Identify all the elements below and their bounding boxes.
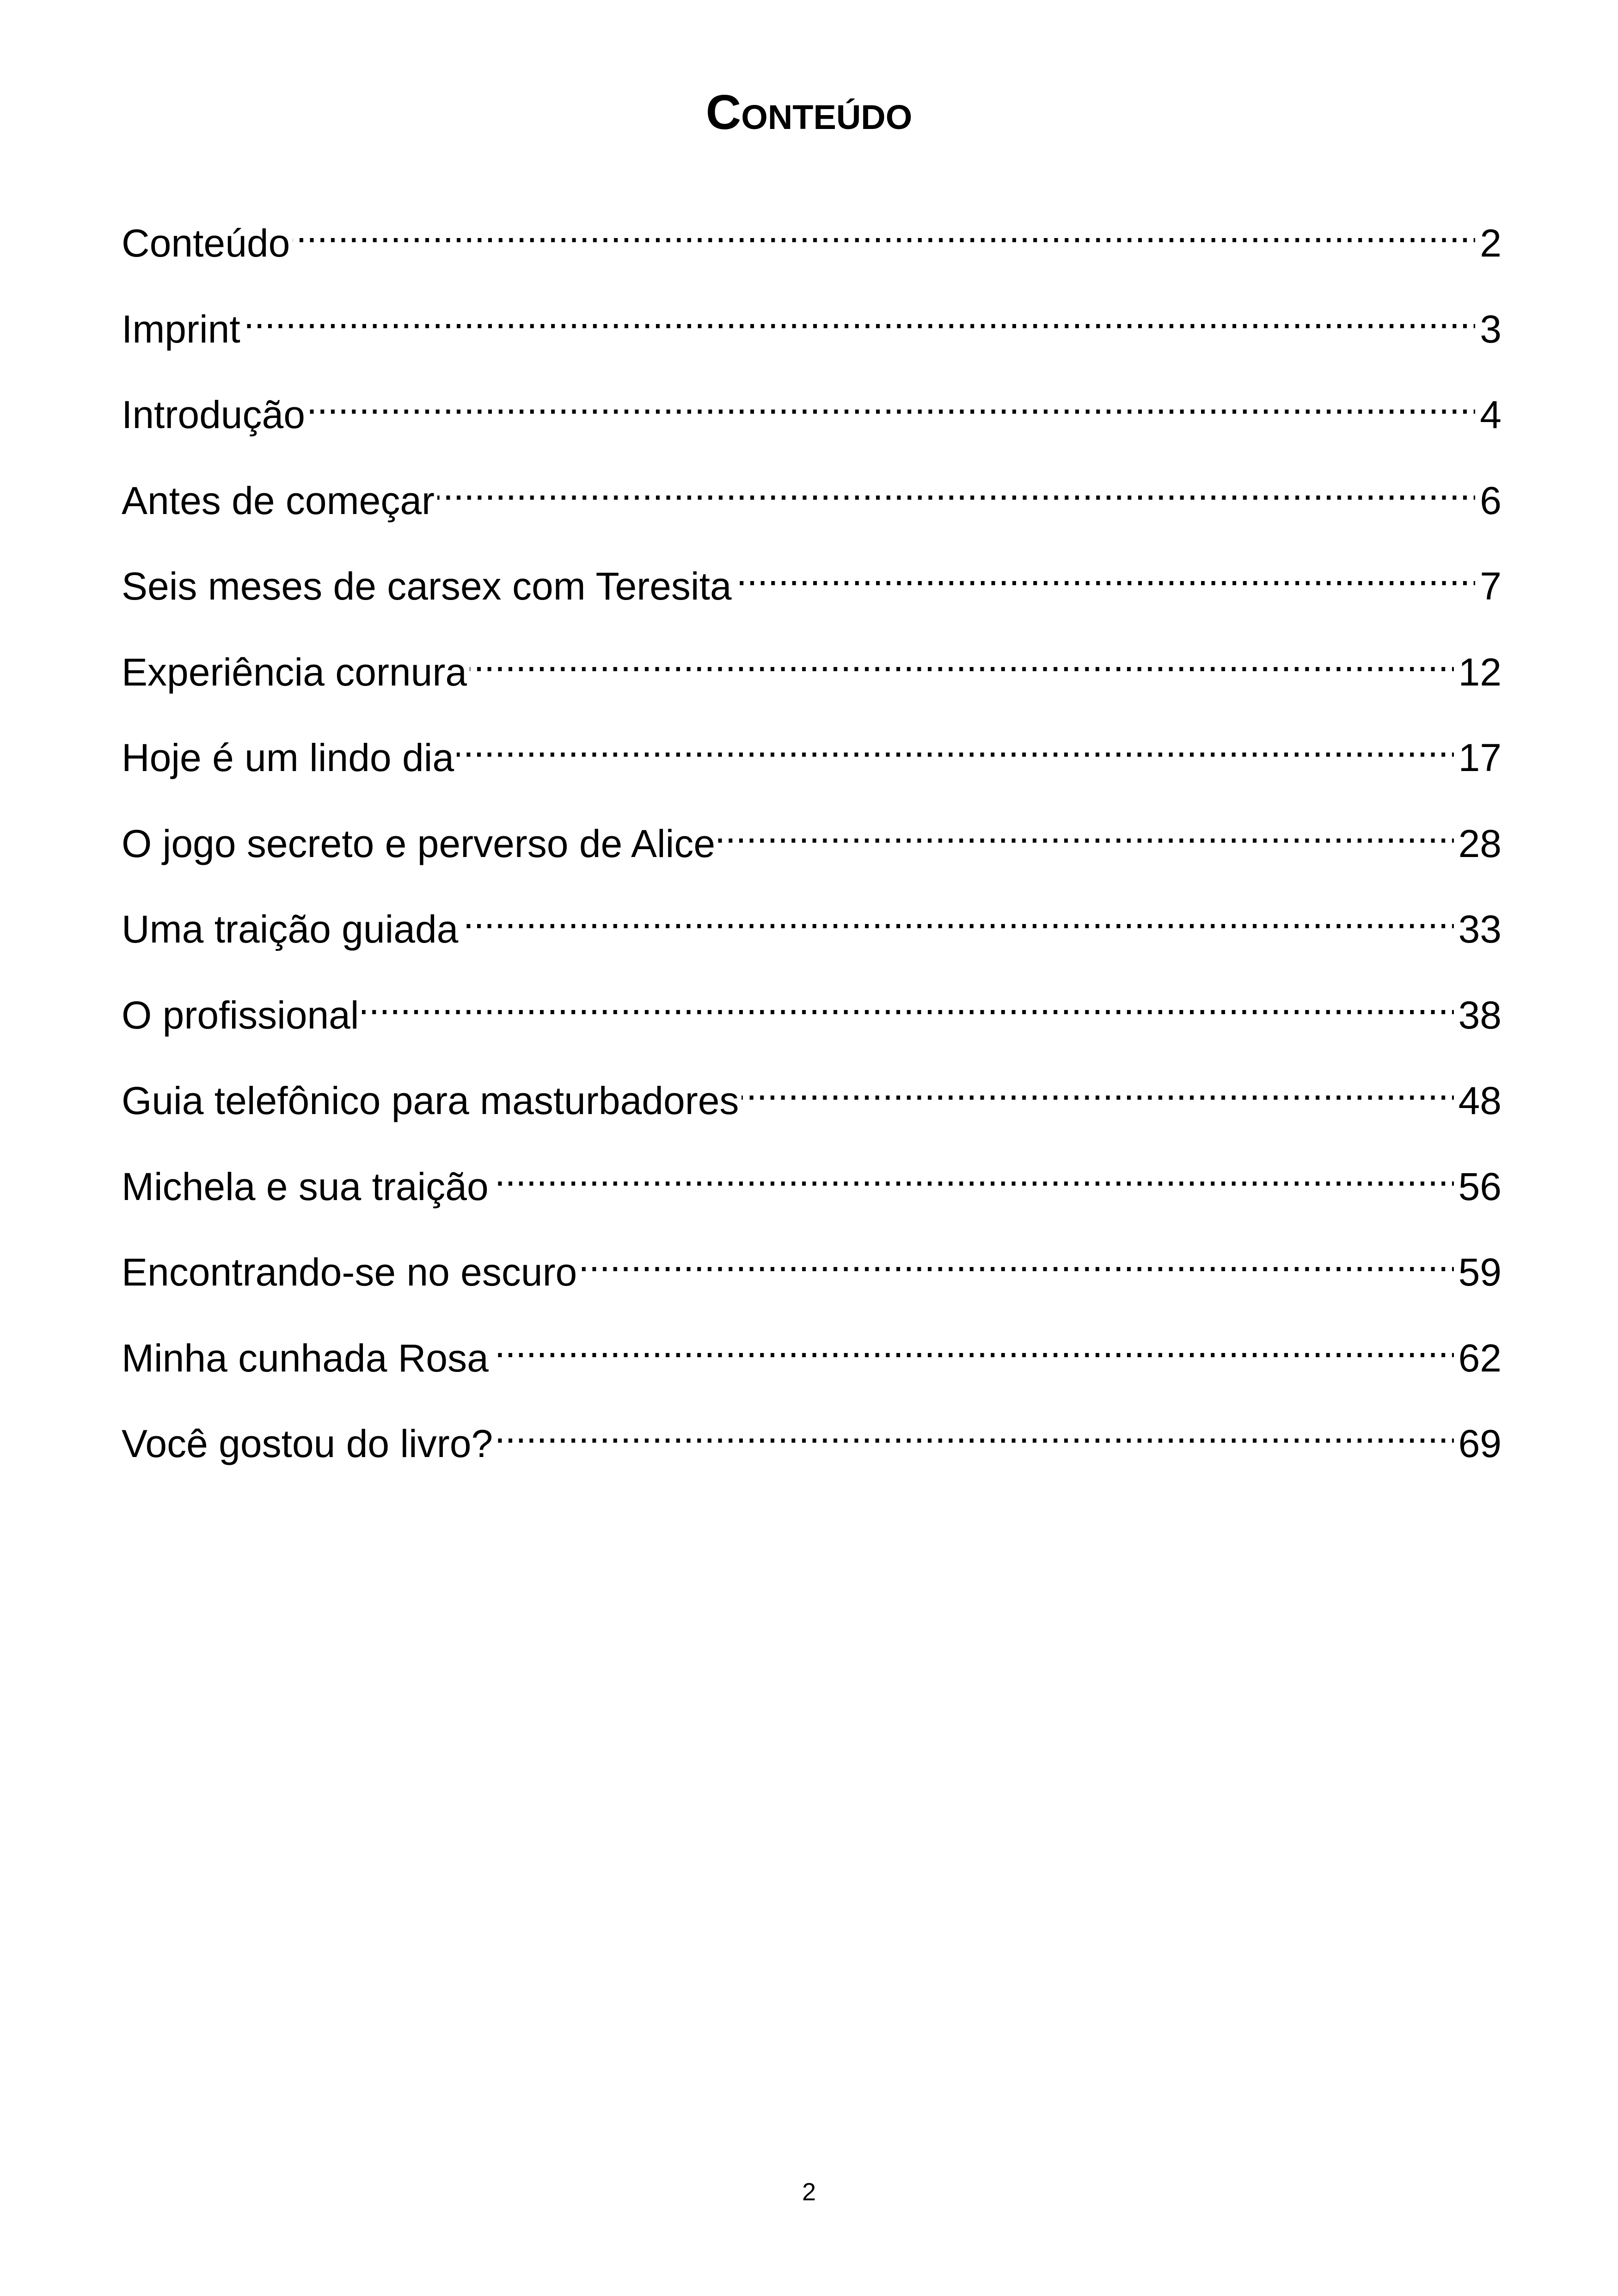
toc-dot-leader bbox=[362, 973, 1454, 1029]
toc-entry[interactable] bbox=[122, 630, 1502, 716]
toc-entry[interactable] bbox=[122, 1402, 1502, 1488]
toc-entry[interactable] bbox=[122, 201, 1502, 287]
toc-entry[interactable] bbox=[122, 544, 1502, 630]
toc-entry[interactable] bbox=[122, 459, 1502, 545]
toc-entry-page: 12 bbox=[1458, 650, 1502, 694]
toc-entry-label: Antes de começar bbox=[122, 478, 435, 522]
toc-dot-leader bbox=[293, 201, 1475, 257]
toc-entry-label: O profissional bbox=[122, 993, 359, 1037]
toc-entry-label: Você gostou do livro? bbox=[122, 1422, 493, 1465]
toc-entry-label: Michela e sua traição bbox=[122, 1164, 489, 1208]
toc-entry-label: Encontrando-se no escuro bbox=[122, 1250, 577, 1294]
toc-dot-leader bbox=[470, 630, 1454, 686]
toc-entry[interactable] bbox=[122, 1316, 1502, 1402]
toc-entry[interactable] bbox=[122, 1059, 1502, 1145]
toc-entry[interactable] bbox=[122, 1145, 1502, 1231]
toc-entry-page: 6 bbox=[1480, 478, 1502, 522]
toc-entry[interactable] bbox=[122, 1230, 1502, 1316]
toc-entry-page: 3 bbox=[1480, 307, 1502, 351]
toc-entry-page: 62 bbox=[1458, 1336, 1502, 1380]
toc-dot-leader bbox=[437, 459, 1475, 514]
toc-dot-leader bbox=[457, 716, 1453, 771]
toc-entry-label: Experiência cornura bbox=[122, 650, 467, 694]
toc-dot-leader bbox=[461, 887, 1453, 943]
toc-dot-leader bbox=[308, 373, 1475, 428]
toc-entry[interactable] bbox=[122, 373, 1502, 459]
toc-dot-leader bbox=[718, 802, 1454, 857]
toc-entry-label: Conteúdo bbox=[122, 221, 290, 265]
toc-entry-page: 4 bbox=[1480, 393, 1502, 436]
toc-dot-leader bbox=[496, 1402, 1453, 1457]
toc-entry[interactable] bbox=[122, 887, 1502, 973]
toc-entry-page: 33 bbox=[1458, 907, 1502, 951]
toc-dot-leader bbox=[243, 287, 1476, 343]
toc-entry-page: 69 bbox=[1458, 1422, 1502, 1465]
toc-dot-leader bbox=[491, 1316, 1454, 1371]
toc-entry[interactable] bbox=[122, 802, 1502, 888]
toc-entry-label: Imprint bbox=[122, 307, 240, 351]
table-of-contents bbox=[122, 201, 1502, 1488]
toc-dot-leader bbox=[742, 1059, 1453, 1114]
toc-entry-page: 7 bbox=[1480, 564, 1502, 608]
toc-entry-page: 17 bbox=[1458, 736, 1502, 779]
toc-entry-label: Hoje é um lindo dia bbox=[122, 736, 454, 779]
toc-entry-page: 28 bbox=[1458, 821, 1502, 865]
toc-entry-page: 48 bbox=[1458, 1079, 1502, 1122]
toc-entry[interactable] bbox=[122, 716, 1502, 802]
toc-entry-page: 2 bbox=[1480, 221, 1502, 265]
page-number: 2 bbox=[802, 2178, 816, 2206]
toc-entry-label: Guia telefônico para masturbadores bbox=[122, 1079, 739, 1122]
toc-entry-page: 59 bbox=[1458, 1250, 1502, 1294]
toc-entry-label: Seis meses de carsex com Teresita bbox=[122, 564, 732, 608]
toc-entry-label: Minha cunhada Rosa bbox=[122, 1336, 489, 1380]
toc-entry-label: O jogo secreto e perverso de Alice bbox=[122, 821, 716, 865]
toc-dot-leader bbox=[735, 544, 1476, 600]
toc-dot-leader bbox=[491, 1145, 1454, 1200]
toc-entry-label: Uma traição guiada bbox=[122, 907, 459, 951]
toc-entry-page: 56 bbox=[1458, 1164, 1502, 1208]
toc-entry-page: 38 bbox=[1458, 993, 1502, 1037]
toc-dot-leader bbox=[580, 1230, 1453, 1286]
toc-entry-label: Introdução bbox=[122, 393, 305, 436]
page-title: Conteúdo bbox=[705, 85, 913, 140]
toc-entry[interactable] bbox=[122, 287, 1502, 373]
toc-entry[interactable] bbox=[122, 973, 1502, 1059]
